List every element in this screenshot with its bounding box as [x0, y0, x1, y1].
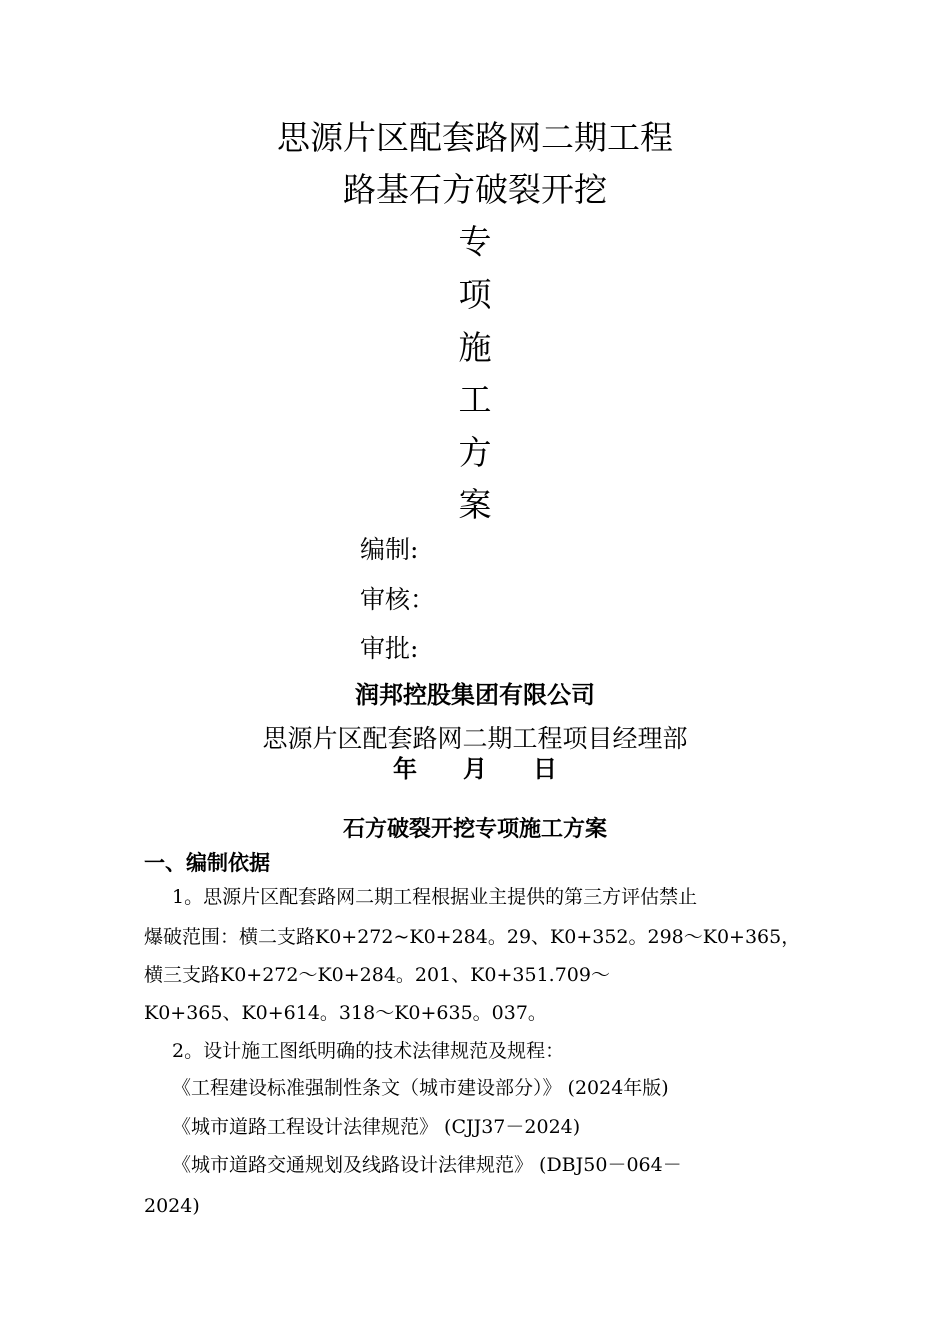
- section-heading: 一、编制依据: [144, 851, 270, 875]
- vertical-title-char: 专: [458, 222, 492, 261]
- vertical-title-char: 案: [458, 485, 492, 524]
- reference-line: 2024): [144, 1195, 200, 1217]
- body-line: 爆破范围：横二支路K0+272~K0+284。29、K0+352。298～K0+365，: [144, 926, 801, 948]
- vertical-title-char: 项: [458, 275, 492, 314]
- reference-line: 《工程建设标准强制性条文（城市建设部分）》 (2024年版): [172, 1077, 669, 1099]
- reference-line: 《城市道路工程设计法律规范》 (CJJ37－2024): [172, 1116, 581, 1138]
- reference-line: 《城市道路交通规划及线路设计法律规范》 (DBJ50－064－: [172, 1154, 682, 1176]
- department-name: 思源片区配套路网二期工程项目经理部: [262, 724, 688, 753]
- vertical-title-char: 施: [458, 328, 492, 367]
- date-month-label: 月: [463, 755, 487, 783]
- date-day-label: 日: [533, 755, 557, 783]
- date-year-label: 年: [393, 755, 417, 783]
- body-line: 2。设计施工图纸明确的技术法律规范及规程：: [172, 1040, 565, 1062]
- body-line: K0+365、K0+614。318～K0+635。037。: [144, 1002, 547, 1024]
- cover-title-line2: 路基石方破裂开挖: [343, 170, 607, 209]
- vertical-title-char: 工: [458, 380, 492, 419]
- document-heading: 石方破裂开挖专项施工方案: [342, 817, 607, 842]
- date-row: [0, 754, 950, 784]
- vertical-title-char: 方: [458, 433, 492, 472]
- prepared-by-label: 编制:: [360, 535, 419, 564]
- body-line: 横三支路K0+272～K0+284。201、K0+351.709～: [144, 964, 610, 986]
- reviewed-by-label: 审核：: [360, 585, 436, 614]
- cover-title-line1: 思源片区配套路网二期工程: [277, 118, 673, 157]
- body-line: 1。思源片区配套路网二期工程根据业主提供的第三方评估禁止: [172, 886, 698, 908]
- approved-by-label: 审批:: [360, 634, 419, 663]
- company-name: 润邦控股集团有限公司: [355, 681, 595, 709]
